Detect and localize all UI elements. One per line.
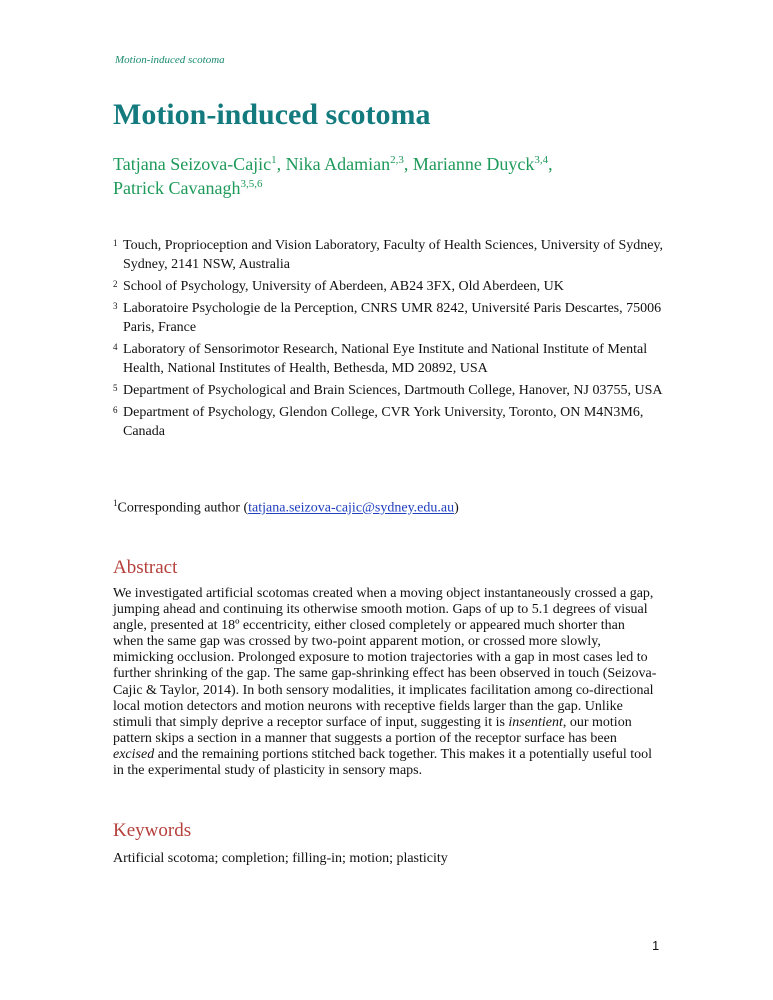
affiliation-number: 5 xyxy=(113,383,118,393)
affiliation-item xyxy=(113,381,673,400)
affiliation-text: Touch, Proprioception and Vision Laboratory, Faculty of Health Sciences, University of Sydney, Sydney, 2141 NSW, Australia xyxy=(123,238,664,272)
author-affiliation-marker: 2,3 xyxy=(390,154,404,166)
affiliation-item xyxy=(113,299,673,337)
running-header: Motion-induced scotoma xyxy=(115,54,225,66)
affiliation-text: Department of Psychological and Brain Sciences, Dartmouth College, Hanover, NJ 03755, USA xyxy=(123,383,663,398)
affiliation-item xyxy=(113,236,673,274)
affiliation-number: 4 xyxy=(113,342,118,352)
corresponding-author xyxy=(113,498,459,517)
affiliation-list xyxy=(113,236,673,444)
keywords-heading: Keywords xyxy=(113,820,192,841)
author-separator: , xyxy=(276,154,286,174)
author-affiliation-marker: 3,5,6 xyxy=(240,178,263,190)
author-name: Nika Adamian xyxy=(285,154,391,174)
author-separator: , xyxy=(548,154,553,174)
corresponding-close: ) xyxy=(454,500,459,516)
page-number: 1 xyxy=(652,938,660,953)
affiliation-item xyxy=(113,340,673,378)
corresponding-marker: 1 xyxy=(113,498,118,508)
abstract-emphasis: insentient xyxy=(508,714,563,730)
affiliation-number: 2 xyxy=(113,279,118,289)
abstract-heading: Abstract xyxy=(113,557,178,578)
affiliation-text: School of Psychology, University of Aberdeen, AB24 3FX, Old Aberdeen, UK xyxy=(123,279,564,294)
author-separator: , xyxy=(403,154,413,174)
corresponding-label: Corresponding author ( xyxy=(117,500,249,516)
paper-title: Motion-induced scotoma xyxy=(113,98,431,131)
abstract-text-part: , our motion pattern skips a section in a manner that suggests a portion of the receptor surface has been xyxy=(113,714,632,746)
author-name: Tatjana Seizova-Cajic xyxy=(113,154,272,174)
author-name: Patrick Cavanagh xyxy=(113,178,241,198)
abstract-text-part: and the remaining portions stitched back together. This makes it a potentially useful tool in the experimental study of plasticity in sensory maps. xyxy=(113,746,653,779)
email-link[interactable]: tatjana.seizova-cajic@sydney.edu.au xyxy=(248,500,455,516)
affiliation-number: 1 xyxy=(113,238,118,248)
affiliation-text: Laboratoire Psychologie de la Perception, CNRS UMR 8242, Université Paris Descartes, 75006 Paris, France xyxy=(123,301,662,335)
author-affiliation-marker: 3,4 xyxy=(534,154,549,166)
affiliation-number: 6 xyxy=(113,405,118,415)
abstract-emphasis: excised xyxy=(113,746,155,762)
affiliation-item xyxy=(113,277,673,296)
affiliation-item xyxy=(113,403,673,441)
affiliation-text: Laboratory of Sensorimotor Research, National Eye Institute and National Institute of Mental Health, National Institutes of Health, Bethesda, MD 20892, USA xyxy=(123,342,648,376)
affiliation-number: 3 xyxy=(113,301,118,311)
author-list xyxy=(113,152,673,200)
author-name: Marianne Duyck xyxy=(412,154,535,174)
keywords-text: Artificial scotoma; completion; filling-in; motion; plasticity xyxy=(113,851,448,866)
affiliation-text: Department of Psychology, Glendon College, CVR York University, Toronto, ON M4N3M6, Canada xyxy=(123,405,644,439)
abstract-text-part: We investigated artificial scotomas created when a moving object instantaneously crossed a gap, jumping ahead and continuing its otherwise smooth motion. Gaps of up to 5.1 degrees of visual angle, presented at 18º eccentricity, either closed completely or appeared much shorter than when the same gap was crossed by two-point apparent motion, or crossed more slowly, mimicking occlusion. Prolonged exposure to motion trajectories with a gap in most cases led to further shrinking of the gap. The same gap-shrinking effect has been observed in touch (Seizova-Cajic & Taylor, 2014). In both sensory modalities, it implicates facilitation among co-directional local motion detectors and motion neurons with receptive fields larger than the gap. Unlike stimuli that simply deprive a receptor surface of input, suggesting it is xyxy=(113,586,657,730)
abstract-text xyxy=(113,586,658,779)
author-affiliation-marker: 1 xyxy=(271,154,277,166)
